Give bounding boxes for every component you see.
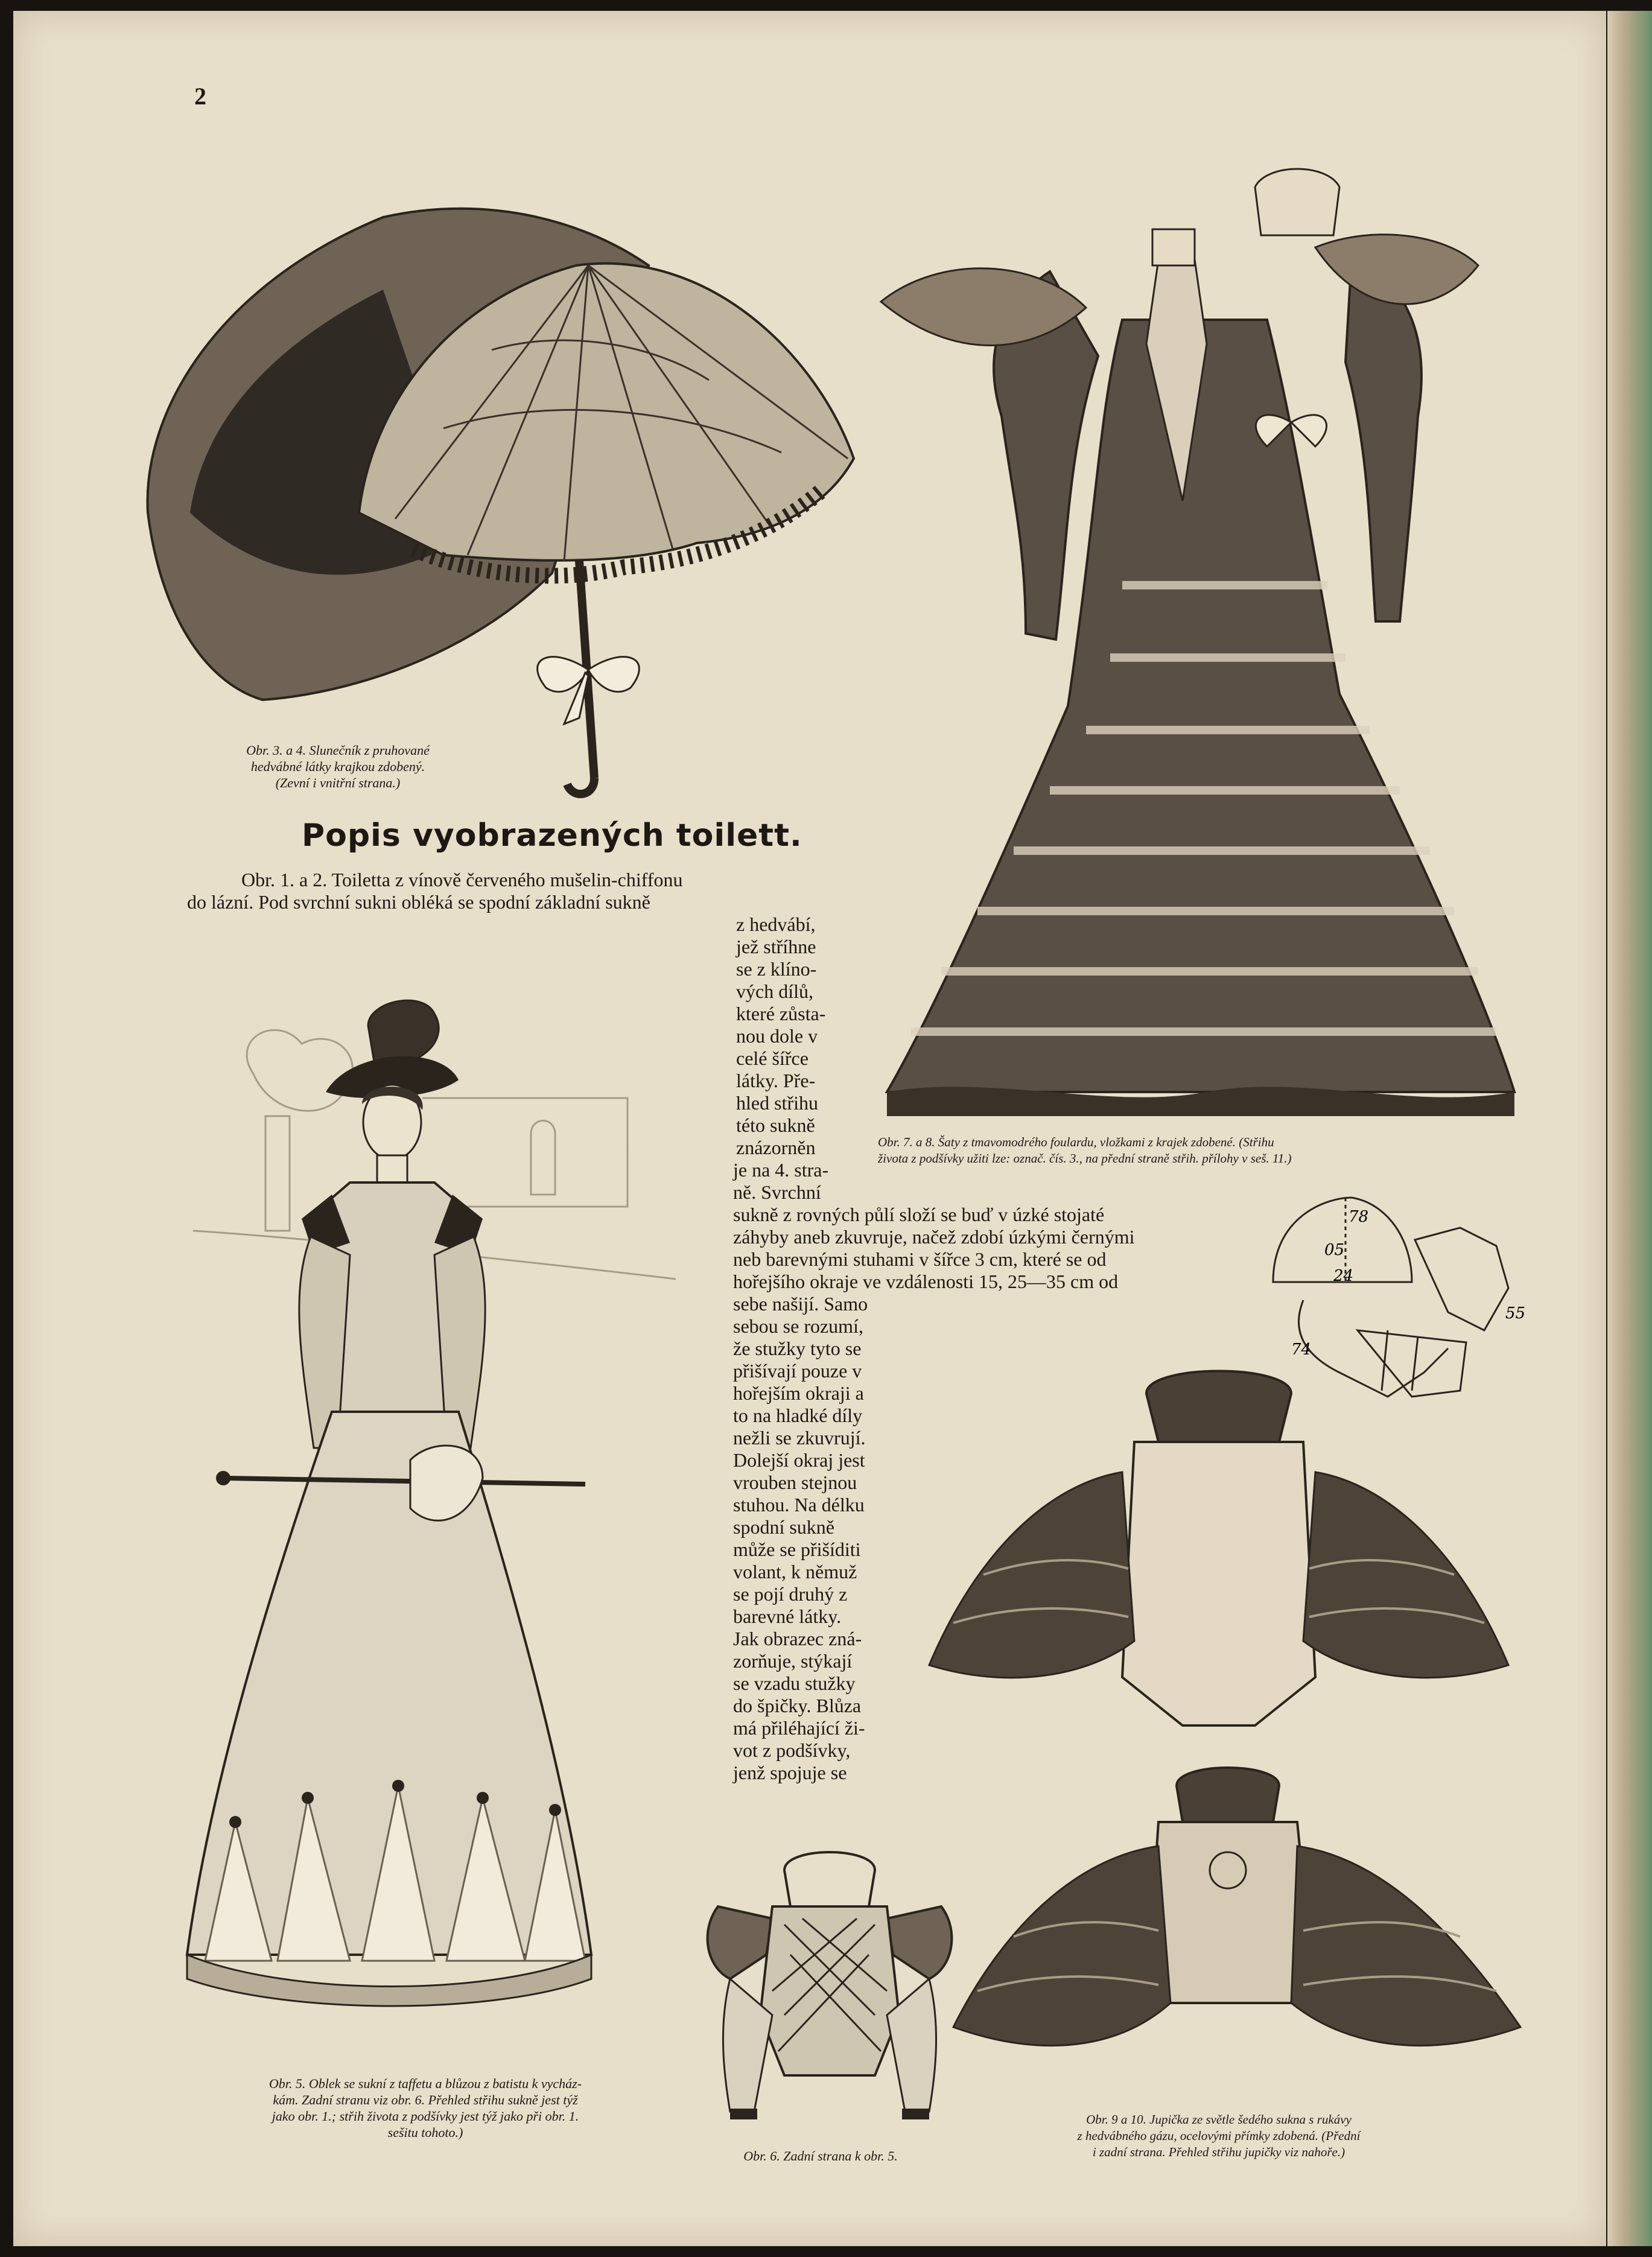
text-line: nou dole v: [736, 1025, 818, 1047]
text-line: Obr. 1. a 2. Toiletta z vínově červeného mušelin-chiffonu: [241, 869, 683, 890]
caption-line: kám. Zadní stranu viz obr. 6. Přehled střihu sukně jest týž: [273, 2092, 578, 2107]
caption-line: sešitu tohoto.): [387, 2125, 463, 2140]
text-line: do špičky. Blůza: [733, 1695, 862, 1716]
text-line: barevné látky.: [733, 1605, 842, 1627]
section-heading: Popis vyobrazených toilett.: [302, 817, 802, 854]
caption-line: (Zevní i vnitřní strana.): [275, 775, 401, 790]
parasol-caption: [181, 742, 495, 791]
caption-line: Obr. 5. Oblek se sukní z taffetu a blůzou z batistu k vycház-: [268, 2076, 582, 2091]
text-line: Dolejší okraj jest: [733, 1449, 865, 1471]
text-line: ně. Svrchní: [733, 1181, 821, 1203]
text-line: se z klíno-: [736, 958, 817, 980]
caption-line: Obr. 6. Zadní strana k obr. 5.: [743, 2148, 898, 2163]
caption-line: Obr. 9 a 10. Jupička ze světle šedého sukna s rukávy: [1086, 2112, 1352, 2127]
jacket-caption: [977, 2112, 1460, 2160]
caption-line: jako obr. 1.; střih života z podšívky jest týž jako při obr. 1.: [272, 2109, 579, 2124]
dress-caption: [878, 1134, 1523, 1167]
text-line: sebe našijí. Samo: [733, 1293, 868, 1315]
text-line: záhyby aneb zkuvruje, načež zdobí úzkými černými: [733, 1226, 1135, 1248]
pattern-label: 74: [1291, 1341, 1312, 1359]
text-line: hořejším okraji a: [733, 1382, 864, 1404]
text-line: stuhou. Na délku: [733, 1494, 865, 1516]
lady-figure-illustration: [169, 977, 676, 2015]
text-line: to na hladké díly: [733, 1405, 863, 1426]
text-line: látky. Pře-: [736, 1070, 816, 1091]
text-line: může se přišíditi: [733, 1538, 861, 1560]
caption-line: Obr. 7. a 8. Šaty z tmavomodrého foulardu, vložkami z krajek zdobené. (Střihu: [878, 1135, 1274, 1149]
text-line: do lázní. Pod svrchní sukni obléká se spodní základní sukně: [187, 891, 650, 913]
text-line: hořejšího okraje ve vzdálenosti 15, 25—35 cm od: [733, 1271, 1119, 1292]
caption-line: života z podšívky užiti lze: označ. čís. 3., na přední straně střih. přílohy v seš. 11.): [878, 1151, 1292, 1166]
text-line: má přiléhající ži-: [733, 1717, 865, 1739]
text-line: sebou se rozumí,: [733, 1315, 863, 1337]
text-line: znázorněn: [736, 1137, 816, 1158]
text-line: hled střihu: [736, 1092, 818, 1114]
text-line: Jak obrazec zná-: [733, 1628, 862, 1649]
text-line: se pojí druhý z: [733, 1583, 848, 1605]
text-line: je na 4. stra-: [733, 1159, 829, 1181]
text-line: jenž spojuje se: [733, 1762, 847, 1783]
lady-caption: [178, 2075, 673, 2141]
text-line: vých dílů,: [736, 980, 813, 1002]
page-number: 2: [194, 83, 206, 110]
text-line: spodní sukně: [733, 1516, 834, 1538]
text-line: volant, k němuž: [733, 1561, 857, 1582]
text-line: se vzadu stužky: [733, 1672, 856, 1694]
text-line: zorňuje, stýkají: [733, 1650, 853, 1672]
text-line: jež stříhne: [736, 936, 816, 957]
back-caption: [697, 2148, 944, 2164]
parasol-illustration: [130, 199, 872, 802]
striped-dress-illustration: [869, 163, 1520, 1116]
next-page-edge: [1607, 11, 1652, 2246]
text-line: přišívají pouze v: [733, 1360, 862, 1382]
caption-line: i zadní strana. Přehled střihu jupičky viz nahoře.): [1092, 2145, 1345, 2159]
text-line: které zůsta-: [736, 1003, 826, 1024]
text-line: vrouben stejnou: [733, 1471, 857, 1493]
text-line: sukně z rovných půlí složí se buď v úzké stojaté: [733, 1204, 1105, 1225]
pattern-label: 78: [1349, 1208, 1369, 1226]
jacket-illustration: [917, 1351, 1563, 2094]
text-line: nežli se zkuvrují.: [733, 1427, 866, 1449]
text-line: že stužky tyto se: [733, 1338, 862, 1359]
text-line: z hedvábí,: [736, 913, 816, 935]
text-line: vot z podšívky,: [733, 1739, 851, 1761]
text-line: celé šířce: [736, 1047, 809, 1069]
caption-line: z hedvábného gázu, ocelovými přímky zdobená. (Přední: [1077, 2128, 1361, 2143]
caption-line: Obr. 3. a 4. Slunečník z pruhované: [246, 743, 430, 758]
text-line: neb barevnými stuhami v šířce 3 cm, které se od: [733, 1248, 1107, 1270]
text-line: této sukně: [736, 1114, 815, 1136]
pattern-label: 05: [1324, 1241, 1345, 1259]
pattern-label: 55: [1505, 1304, 1526, 1322]
pattern-label: 24: [1333, 1267, 1354, 1285]
caption-line: hedvábné látky krajkou zdobený.: [250, 759, 425, 774]
